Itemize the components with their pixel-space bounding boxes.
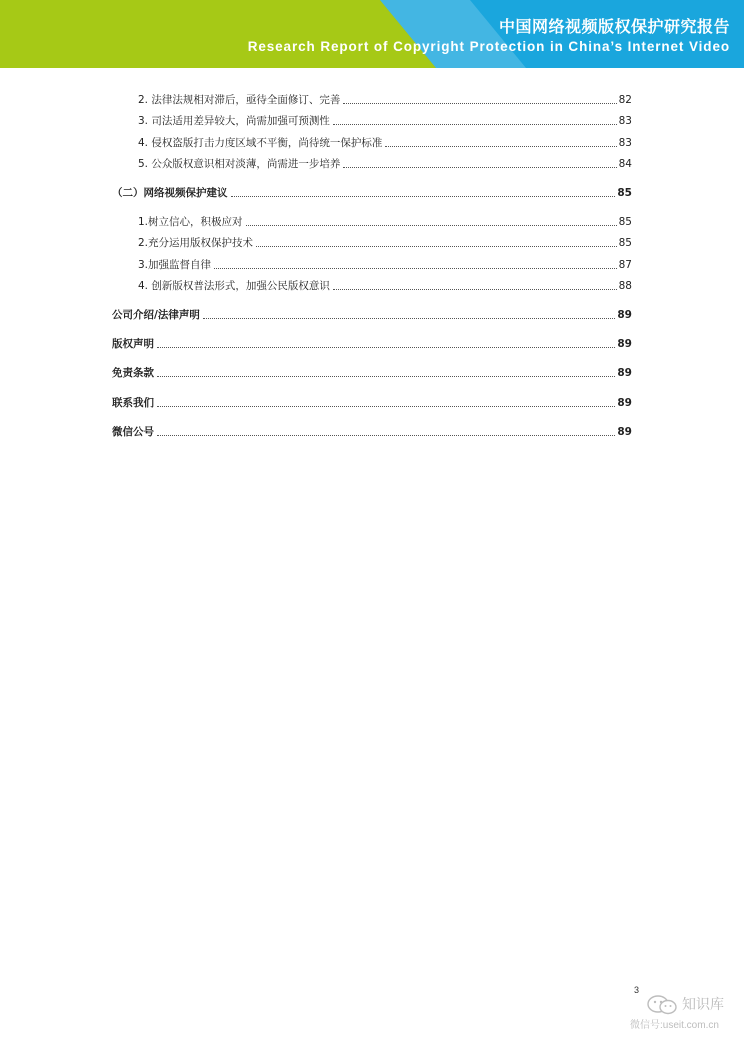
toc-entry[interactable] <box>138 256 632 272</box>
toc-entry[interactable] <box>138 134 632 150</box>
watermark <box>628 990 738 1034</box>
report-title: 中国网络视频版权保护研究报告 <box>498 17 730 36</box>
toc-leader-dots <box>333 124 617 125</box>
page-number: 3 <box>634 985 640 995</box>
toc-entry[interactable] <box>138 155 632 171</box>
toc-leader-dots <box>343 167 616 168</box>
toc-entry-label: 1.树立信心，积极应对 <box>138 216 243 228</box>
toc-entry-label: 4. 侵权盗版打击力度区域不平衡，尚待统一保护标准 <box>138 137 383 149</box>
toc-entry-label: 3.加强监督自律 <box>138 259 212 271</box>
toc-entry-page: 89 <box>617 367 632 379</box>
toc-entry[interactable] <box>138 213 632 229</box>
toc-entry[interactable] <box>138 91 632 107</box>
toc-chapter-entry[interactable] <box>112 364 632 380</box>
toc-leader-dots <box>231 196 616 197</box>
watermark-name: 知识库 <box>682 997 724 1013</box>
toc-entry-label: 4. 创新版权普法形式，加强公民版权意识 <box>138 280 330 292</box>
wechat-icon <box>646 994 680 1016</box>
toc-entry-label: 2.充分运用版权保护技术 <box>138 237 254 249</box>
watermark-account-id: 微信号:useit.com.cn <box>630 1020 719 1031</box>
toc-entry-label: 公司介绍/法律声明 <box>112 309 200 321</box>
toc-entry-page: 89 <box>617 426 632 438</box>
toc-leader-dots <box>157 435 615 436</box>
toc-leader-dots <box>333 289 617 290</box>
toc-leader-dots <box>214 268 617 269</box>
toc-entry-page: 85 <box>618 216 632 228</box>
toc-chapter-entry[interactable] <box>112 306 632 322</box>
toc-entry-page: 83 <box>618 115 632 127</box>
toc-entry-label: 版权声明 <box>112 338 154 350</box>
toc-entry-label: 3. 司法适用差异较大，尚需加强可预测性 <box>138 115 330 127</box>
toc-leader-dots <box>246 225 617 226</box>
toc-leader-dots <box>385 146 616 147</box>
toc-entry-page: 85 <box>617 187 632 199</box>
toc-entry-label: 微信公号 <box>112 426 154 438</box>
toc-entry-label: 联系我们 <box>112 397 154 409</box>
toc-entry-page: 89 <box>617 338 632 350</box>
toc-leader-dots <box>157 406 615 407</box>
toc-chapter-entry[interactable] <box>112 335 632 351</box>
toc-leader-dots <box>256 246 617 247</box>
toc-entry-page: 84 <box>618 158 632 170</box>
toc-entry-label: （二）网络视频保护建议 <box>112 187 228 199</box>
toc-entry-page: 89 <box>617 309 632 321</box>
toc-entry[interactable] <box>138 234 632 250</box>
toc-entry-page: 83 <box>618 137 632 149</box>
report-header-banner <box>0 0 744 68</box>
toc-entry-page: 89 <box>617 397 632 409</box>
toc-leader-dots <box>343 103 616 104</box>
toc-entry-label: 5. 公众版权意识相对淡薄，尚需进一步培养 <box>138 158 341 170</box>
toc-entry-page: 87 <box>618 259 632 271</box>
toc-entry-page: 82 <box>618 94 632 106</box>
toc-leader-dots <box>203 318 616 319</box>
toc-leader-dots <box>157 347 615 348</box>
report-subtitle: Research Report of Copyright Protection in China’s Internet Video <box>247 39 730 54</box>
toc-entry-label: 2. 法律法规相对滞后，亟待全面修订、完善 <box>138 94 341 106</box>
toc-chapter-entry[interactable] <box>112 394 632 410</box>
toc-entry-page: 85 <box>618 237 632 249</box>
toc-section-entry[interactable] <box>112 184 632 200</box>
toc-entry-label: 免责条款 <box>112 367 154 379</box>
toc-entry[interactable] <box>138 277 632 293</box>
toc-entry-page: 88 <box>618 280 632 292</box>
toc-leader-dots <box>157 376 615 377</box>
toc-chapter-entry[interactable] <box>112 423 632 439</box>
toc-entry[interactable] <box>138 112 632 128</box>
